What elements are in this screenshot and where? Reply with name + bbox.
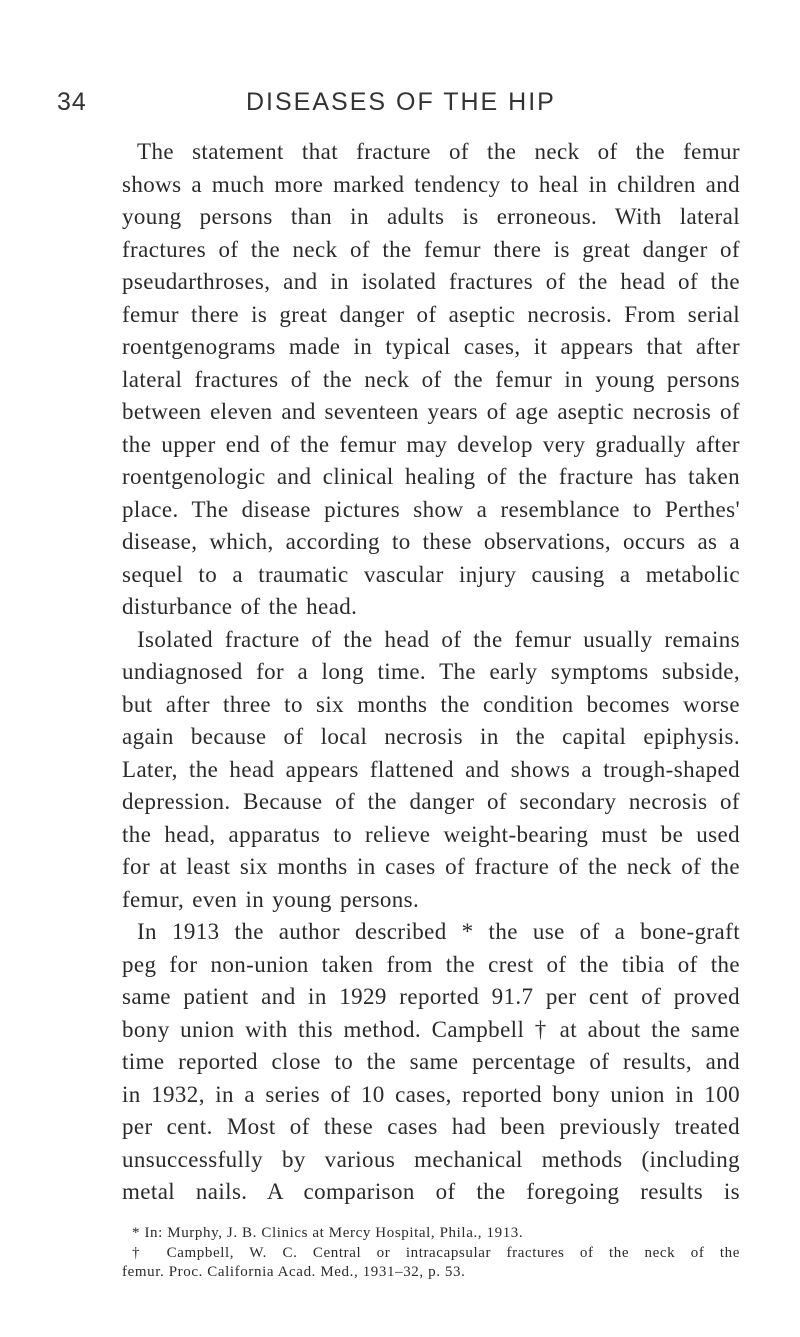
text-line: shows a much more marked tendency to heal in children and bbox=[122, 171, 740, 197]
text-line: place. The disease pictures show a resemblance to Perthes' bbox=[122, 496, 740, 522]
text-line: but after three to six months the condition becomes worse bbox=[122, 691, 740, 717]
text-line: again because of local necrosis in the capital epiphysis. bbox=[122, 724, 740, 749]
footnote-line: * In: Murphy, J. B. Clinics at Mercy Hospital, Phila., 1913. bbox=[132, 1225, 524, 1241]
text-line: roentgenologic and clinical healing of the fracture has taken bbox=[122, 464, 740, 489]
text-line: unsuccessfully by various mechanical methods (including bbox=[122, 1146, 740, 1172]
text-line: peg for non-union taken from the crest of the tibia of the bbox=[122, 951, 740, 977]
text-line: femur there is great danger of aseptic necrosis. From serial bbox=[122, 301, 740, 327]
text-line: metal nails. A comparison of the foregoing results is bbox=[122, 1179, 740, 1204]
text-line: the upper end of the femur may develop very gradually after bbox=[122, 431, 740, 457]
footnote-line: femur. Proc. California Acad. Med., 1931–32, p. 53. bbox=[122, 1264, 466, 1280]
text-line: time reported close to the same percentage of results, and bbox=[122, 1049, 740, 1074]
text-line: between eleven and seventeen years of age aseptic necrosis of bbox=[122, 399, 740, 424]
text-line: undiagnosed for a long time. The early symptoms subside, bbox=[122, 659, 740, 684]
running-head: DISEASES OF THE HIP bbox=[246, 88, 556, 116]
text-line: disturbance of the head. bbox=[122, 594, 358, 619]
text-line: Later, the head appears flattened and shows a trough-shaped bbox=[122, 756, 740, 782]
text-line: in 1932, in a series of 10 cases, reported bony union in 100 bbox=[122, 1081, 740, 1107]
text-line: per cent. Most of these cases had been previously treated bbox=[122, 1114, 740, 1139]
text-line: lateral fractures of the neck of the femur in young persons bbox=[122, 366, 740, 392]
text-line: femur, even in young persons. bbox=[122, 886, 420, 912]
text-line: for at least six months in cases of fracture of the neck of the bbox=[122, 854, 740, 879]
text-line: bony union with this method. Campbell † at about the same bbox=[122, 1016, 740, 1042]
body-text bbox=[122, 136, 740, 1209]
footnotes bbox=[122, 1224, 740, 1283]
text-line: sequel to a traumatic vascular injury causing a metabolic bbox=[122, 561, 740, 587]
text-line: roentgenograms made in typical cases, it appears that after bbox=[122, 334, 740, 359]
text-line: disease, which, according to these observations, occurs as a bbox=[122, 529, 740, 554]
text-line: depression. Because of the danger of secondary necrosis of bbox=[122, 789, 740, 814]
text-line: pseudarthroses, and in isolated fractures of the head of the bbox=[122, 269, 740, 294]
page-number: 34 bbox=[57, 88, 87, 116]
text-line: fractures of the neck of the femur there is great danger of bbox=[122, 236, 740, 262]
footnote-line: † Campbell, W. C. Central or intracapsular fractures of the neck of the bbox=[132, 1244, 740, 1261]
text-line: the head, apparatus to relieve weight-bearing must be used bbox=[122, 821, 740, 847]
text-line: The statement that fracture of the neck of the femur bbox=[137, 139, 740, 164]
text-line: young persons than in adults is erroneous. With lateral bbox=[122, 204, 740, 229]
text-line: Isolated fracture of the head of the femur usually remains bbox=[137, 626, 740, 652]
text-line: same patient and in 1929 reported 91.7 per cent of proved bbox=[122, 984, 740, 1009]
text-line: In 1913 the author described * the use of a bone-graft bbox=[137, 919, 740, 944]
